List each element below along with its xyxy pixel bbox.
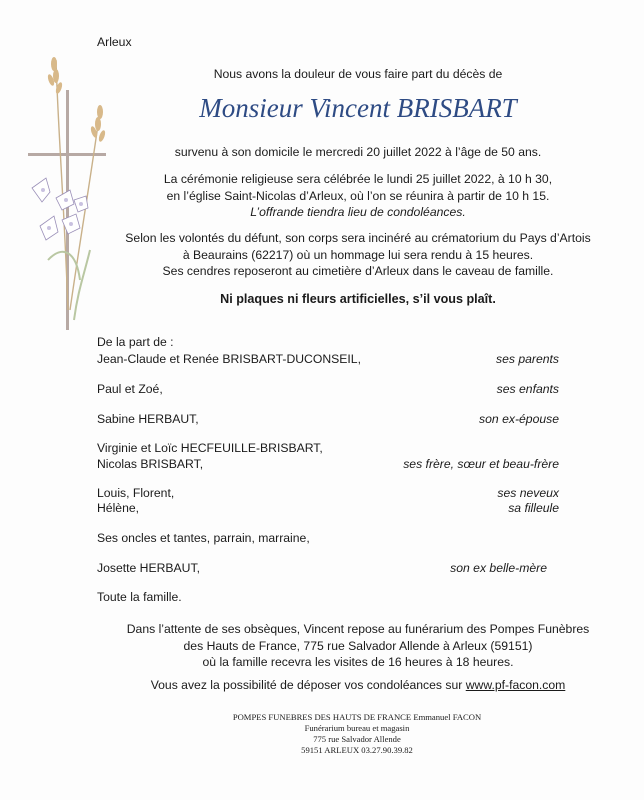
family-names: Virginie et Loïc HECFEUILLE-BRISBART, <box>97 441 323 455</box>
family-names: Ses oncles et tantes, parrain, marraine, <box>97 531 310 545</box>
footer-line: Funérarium bureau et magasin <box>304 723 410 733</box>
ceremony-block <box>0 171 644 221</box>
condolences-line <box>0 677 644 694</box>
family-relation: ses neveux <box>497 486 559 500</box>
cremation-line: Selon les volontés du défunt, son corps sera incinéré au crématorium du Pays d’Artois <box>125 231 591 245</box>
funerarium-line: où la famille recevra les visites de 16 heures à 18 heures. <box>202 655 514 669</box>
family-relation: sa filleule <box>508 501 559 515</box>
family-names: Hélène, <box>97 501 140 515</box>
family-entry <box>97 457 559 473</box>
family-entry <box>97 412 559 428</box>
ashes-line: Ses cendres reposeront au cimetière d’Arleux dans le caveau de famille. <box>162 264 554 278</box>
family-relation: ses frère, sœur et beau-frère <box>403 457 559 471</box>
cremation-block <box>0 230 644 280</box>
condolences-link[interactable]: www.pf-facon.com <box>465 678 566 692</box>
family-relation: ses parents <box>495 352 559 366</box>
family-entry <box>97 561 547 577</box>
cremation-line: à Beaurains (62217) où un hommage lui sera rendu à 15 heures. <box>182 247 534 262</box>
footer-line: 59151 ARLEUX 03.27.90.39.82 <box>301 745 413 755</box>
ceremony-line: La cérémonie religieuse sera célébrée le lundi 25 juillet 2022, à 10 h 30, <box>163 172 553 186</box>
family-heading: De la part de : <box>97 335 174 349</box>
footer-line: 775 rue Salvador Allende <box>313 734 401 744</box>
ceremony-line: en l’église Saint-Nicolas d’Arleux, où l’on se réunira à partir de 10 h 15. <box>166 188 550 203</box>
family-entry <box>97 441 559 457</box>
family-names: Nicolas BRISBART, <box>97 457 204 471</box>
offering-line: L’offrande tiendra lieu de condoléances. <box>250 205 466 219</box>
deceased-name: Monsieur Vincent BRISBART <box>199 93 517 123</box>
family-names: Sabine HERBAUT, <box>97 412 199 426</box>
intro-text: Nous avons la douleur de vous faire part du décès de <box>213 67 503 81</box>
family-entry <box>97 382 559 398</box>
family-entry <box>97 590 559 606</box>
family-names: Louis, Florent, <box>97 486 175 500</box>
family-relation: son ex belle-mère <box>450 561 547 575</box>
family-names: Paul et Zoé, <box>97 382 163 396</box>
family-relation: ses enfants <box>496 382 559 396</box>
family-entry <box>97 486 559 502</box>
death-line: survenu à son domicile le mercredi 20 juillet 2022 à l’âge de 50 ans. <box>174 145 542 159</box>
family-entry <box>97 501 559 517</box>
condolences-text: Vous avez la possibilité de déposer vos condoléances sur <box>150 678 463 692</box>
family-relation: son ex-épouse <box>479 412 559 426</box>
funerarium-line: Dans l’attente de ses obsèques, Vincent repose au funérarium des Pompes Funèbres <box>126 622 590 636</box>
funerarium-block <box>0 621 644 671</box>
family-entry <box>97 531 559 547</box>
family-names: Jean-Claude et Renée BRISBART-DUCONSEIL, <box>97 352 361 366</box>
no-flowers-note: Ni plaques ni fleurs artificielles, s’il vous plaît. <box>220 292 496 306</box>
family-names: Josette HERBAUT, <box>97 561 200 575</box>
family-names: Toute la famille. <box>97 590 182 604</box>
funeral-home-footer <box>0 712 644 756</box>
town-name: Arleux <box>97 35 132 49</box>
funerarium-line: des Hauts de France, 775 rue Salvador Allende à Arleux (59151) <box>183 638 533 653</box>
footer-line: POMPES FUNEBRES DES HAUTS DE FRANCE Emmanuel FACON <box>232 712 482 722</box>
family-entry <box>97 352 559 368</box>
